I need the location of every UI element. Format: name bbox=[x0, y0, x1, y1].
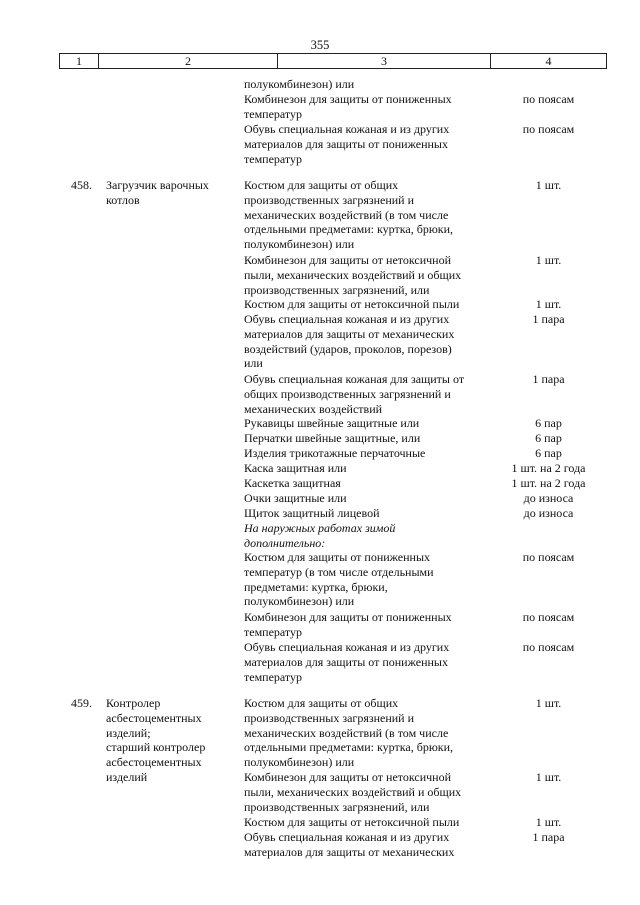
issue-norm: 6 пар bbox=[535, 416, 562, 430]
ppe-item: Костюм для защиты от пониженных bbox=[244, 550, 431, 564]
issue-norm: 1 шт. bbox=[535, 770, 562, 784]
ppe-item: производственных загрязнений, или bbox=[244, 799, 430, 814]
issue-norm: 1 пара bbox=[532, 312, 565, 326]
ppe-item: Обувь специальная кожаная и из других bbox=[244, 640, 450, 654]
issue-norm: 1 пара bbox=[532, 372, 565, 386]
ppe-item: пыли, механических воздействий и общих bbox=[244, 784, 462, 799]
ppe-item: пыли, механических воздействий и общих bbox=[244, 267, 462, 282]
profession-name: старший контролер bbox=[106, 740, 206, 755]
ppe-item: температур (в том числе отдельными bbox=[244, 564, 434, 579]
ppe-item: материалов для защиты от пониженных bbox=[244, 136, 448, 151]
ppe-item: температур bbox=[244, 669, 303, 684]
ppe-item: Обувь специальная кожаная и из других bbox=[244, 122, 450, 136]
profession-name: Контролер bbox=[106, 696, 161, 710]
issue-norm: 1 шт. bbox=[535, 297, 562, 311]
issue-norm: 6 пар bbox=[535, 431, 562, 445]
issue-norm: 1 шт. bbox=[535, 815, 562, 829]
ppe-item: полукомбинезон) или bbox=[244, 755, 355, 770]
issue-norm: до износа bbox=[523, 491, 574, 505]
issue-norm: по поясам bbox=[522, 550, 575, 564]
ppe-item: Костюм для защиты от общих bbox=[244, 696, 399, 710]
ppe-item: Костюм для защиты от нетоксичной пыли bbox=[244, 815, 460, 829]
ppe-item: воздействий (ударов, проколов, порезов) bbox=[244, 341, 452, 356]
issue-norm: 1 шт. bbox=[535, 696, 562, 710]
ppe-item: производственных загрязнений и bbox=[244, 192, 415, 207]
ppe-item: полукомбинезон) или bbox=[244, 237, 355, 252]
ppe-item: температур bbox=[244, 151, 303, 166]
ppe-item: Рукавицы швейные защитные или bbox=[244, 416, 420, 430]
table-header-row bbox=[59, 53, 607, 69]
row-number: 458. bbox=[71, 178, 92, 192]
ppe-item: температур bbox=[244, 106, 303, 121]
profession-name: Загрузчик варочных bbox=[106, 178, 209, 192]
ppe-item: материалов для защиты от механических bbox=[244, 844, 455, 859]
ppe-item: механических воздействий (в том числе bbox=[244, 207, 449, 222]
ppe-item: полукомбинезон) или bbox=[244, 77, 355, 91]
issue-norm: до износа bbox=[523, 506, 574, 520]
issue-norm: 1 шт. на 2 года bbox=[511, 476, 586, 490]
ppe-item: Изделия трикотажные перчаточные bbox=[244, 446, 426, 460]
ppe-item: Очки защитные или bbox=[244, 491, 347, 505]
header-cell-2: 2 bbox=[185, 54, 191, 68]
issue-norm: 1 пара bbox=[532, 830, 565, 844]
ppe-item: Перчатки швейные защитные, или bbox=[244, 431, 421, 445]
header-cell-1: 1 bbox=[76, 54, 82, 68]
ppe-item: механических воздействий bbox=[244, 401, 383, 416]
issue-norm: по поясам bbox=[522, 610, 575, 624]
ppe-item: производственных загрязнений и bbox=[244, 710, 415, 725]
ppe-item: полукомбинезон) или bbox=[244, 594, 355, 609]
ppe-item: температур bbox=[244, 624, 303, 639]
ppe-item: дополнительно: bbox=[244, 535, 326, 550]
profession-name: асбестоцементных bbox=[106, 755, 202, 770]
ppe-item: Комбинезон для защиты от нетоксичной bbox=[244, 253, 452, 267]
issue-norm: 1 шт. на 2 года bbox=[511, 461, 586, 475]
issue-norm: 1 шт. bbox=[535, 178, 562, 192]
row-number: 459. bbox=[71, 696, 92, 710]
profession-name: изделий bbox=[106, 770, 148, 784]
ppe-item: Обувь специальная кожаная для защиты от bbox=[244, 372, 465, 386]
ppe-item: Каска защитная или bbox=[244, 461, 347, 475]
ppe-item: На наружных работах зимой bbox=[244, 521, 396, 535]
ppe-item: общих производственных загрязнений и bbox=[244, 386, 451, 401]
ppe-item: или bbox=[244, 356, 263, 371]
ppe-item: Комбинезон для защиты от пониженных bbox=[244, 92, 452, 106]
ppe-item: Щиток защитный лицевой bbox=[244, 506, 380, 520]
ppe-item: предметами: куртка, брюки, bbox=[244, 579, 388, 594]
profession-name: котлов bbox=[106, 192, 140, 207]
ppe-item: Обувь специальная кожаная и из других bbox=[244, 830, 450, 844]
ppe-item: Каскетка защитная bbox=[244, 476, 341, 490]
ppe-item: Костюм для защиты от нетоксичной пыли bbox=[244, 297, 460, 311]
ppe-item: отдельными предметами: куртка, брюки, bbox=[244, 740, 454, 755]
ppe-item: Комбинезон для защиты от пониженных bbox=[244, 610, 452, 624]
ppe-item: производственных загрязнений, или bbox=[244, 282, 430, 297]
issue-norm: 6 пар bbox=[535, 446, 562, 460]
ppe-item: Костюм для защиты от общих bbox=[244, 178, 399, 192]
header-cell-3: 3 bbox=[381, 54, 387, 68]
profession-name: асбестоцементных bbox=[106, 710, 202, 725]
ppe-item: механических воздействий (в том числе bbox=[244, 725, 449, 740]
page-number: 355 bbox=[310, 38, 330, 52]
ppe-item: отдельными предметами: куртка, брюки, bbox=[244, 222, 454, 237]
ppe-item: материалов для защиты от пониженных bbox=[244, 654, 448, 669]
ppe-item: Комбинезон для защиты от нетоксичной bbox=[244, 770, 452, 784]
issue-norm: по поясам bbox=[522, 640, 575, 654]
ppe-item: Обувь специальная кожаная и из других bbox=[244, 312, 450, 326]
profession-name: изделий; bbox=[106, 725, 151, 740]
ppe-item: материалов для защиты от механических bbox=[244, 326, 455, 341]
issue-norm: по поясам bbox=[522, 122, 575, 136]
header-cell-4: 4 bbox=[545, 54, 552, 68]
issue-norm: по поясам bbox=[522, 92, 575, 106]
issue-norm: 1 шт. bbox=[535, 253, 562, 267]
